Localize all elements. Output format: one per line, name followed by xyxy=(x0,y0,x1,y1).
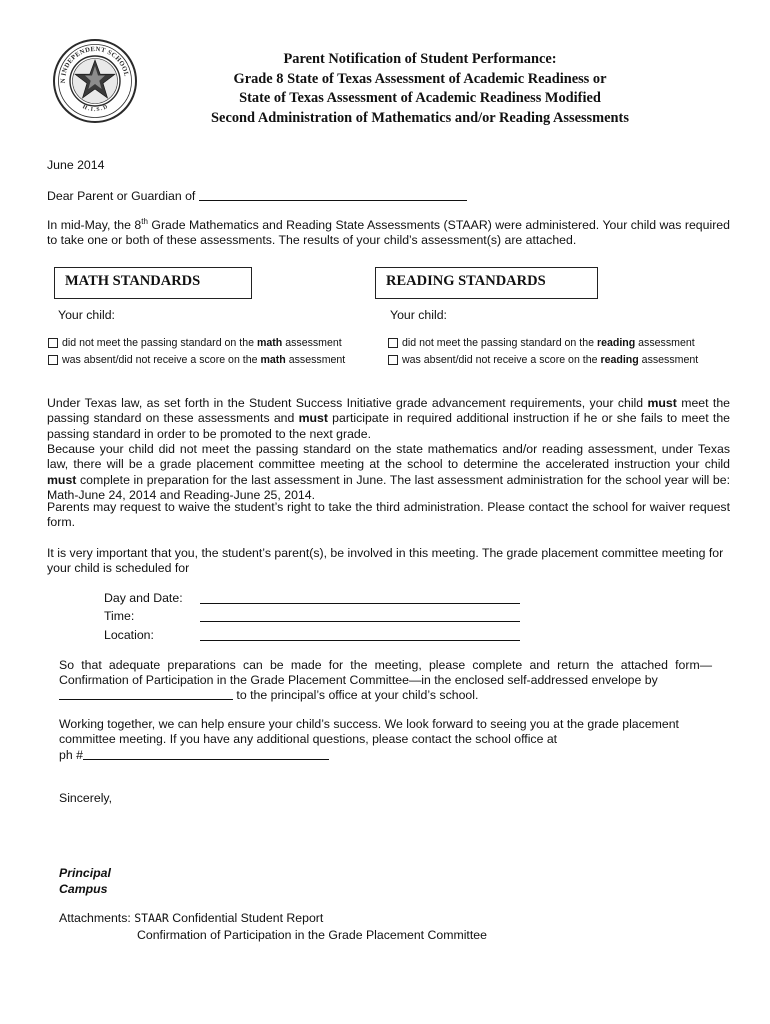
day-date-label: Day and Date: xyxy=(104,591,183,605)
math-not-met-checkbox[interactable] xyxy=(48,338,58,348)
reading-not-met-checkbox[interactable] xyxy=(388,338,398,348)
attachment-staar: STAAR xyxy=(134,911,169,925)
attachments-line xyxy=(59,911,323,926)
because-text-b: complete in preparation for the last assessment in June. The last assessment administration for the school year will be: Math-June 24, 2014 and Reading-June 25, 2014. xyxy=(47,472,730,503)
time-label: Time: xyxy=(104,609,135,623)
title-line-1: Parent Notification of Student Performance: xyxy=(283,51,557,67)
intro-paragraph xyxy=(47,218,730,249)
math-opt1-post: assessment xyxy=(282,337,342,349)
star-seal-icon xyxy=(52,38,138,124)
district-seal xyxy=(52,38,138,124)
reading-absent-checkbox[interactable] xyxy=(388,355,398,365)
salutation xyxy=(47,189,467,204)
svg-text:HOUSTON INDEPENDENT SCHOOL DIS: N INDEPENDENT SCHOOL xyxy=(59,45,130,84)
attachment-item-2: Confirmation of Participation in the Grade Placement Committee xyxy=(137,928,487,942)
signature-campus: Campus xyxy=(59,882,108,896)
math-opt2-post: assessment xyxy=(285,354,346,366)
title-line-4: Second Administration of Mathematics and/or Reading Assessments xyxy=(211,109,629,126)
intro-superscript: th xyxy=(141,216,148,226)
law-paragraph xyxy=(47,396,730,442)
location-label: Location: xyxy=(104,628,154,642)
math-absent-checkbox[interactable] xyxy=(48,355,58,365)
intro-text-b: Grade Mathematics and Reading State Assessments (STAAR) were administered. Your child was required to take one or both of these assessments. The results of your child’s assessment(s) are attached. xyxy=(47,218,730,248)
closing: Sincerely, xyxy=(59,791,113,805)
signature-principal: Principal xyxy=(59,866,111,880)
prep-paragraph xyxy=(59,658,712,689)
reading-your-child: Your child: xyxy=(390,308,447,322)
attachment-item-1: Confidential Student Report xyxy=(168,911,324,925)
law-text-c: participate in required additional instruction if he or she fails to meet the passing standard in order to be promoted to the next grade. xyxy=(47,411,730,441)
waive-paragraph: Parents may request to waive the student’s right to take the third administration. Please contact the school for waiver request form. xyxy=(47,500,730,530)
reading-opt1-post: assessment xyxy=(635,337,695,349)
because-paragraph xyxy=(47,442,730,504)
reading-option-not-met xyxy=(388,335,695,352)
reading-opt2-post: assessment xyxy=(638,354,699,366)
phone-label: ph # xyxy=(59,748,83,762)
letter-date: June 2014 xyxy=(47,158,105,172)
reading-opt1-pre: did not meet the passing standard on the xyxy=(402,337,597,349)
prep-text-b: to the principal’s office at your child’s school. xyxy=(233,688,479,702)
return-date-blank[interactable] xyxy=(59,688,233,700)
math-option-not-met xyxy=(48,335,342,352)
prep-deadline-line xyxy=(59,688,478,703)
because-text-a: Because your child did not meet the passing standard on the state mathematics and/or reading assessment, under Texas law, there will be a grade placement committee meeting at the school to determine the accelerated instruction your child xyxy=(47,442,730,472)
day-date-blank[interactable] xyxy=(200,593,520,604)
math-option-absent xyxy=(48,352,345,369)
law-text-b: meet the passing standard on these assessments and xyxy=(47,396,731,426)
phone-blank[interactable] xyxy=(83,748,329,760)
law-must-1: must xyxy=(647,396,677,410)
intro-text-a: In mid-May, the 8 xyxy=(47,218,142,232)
math-opt2-bold: math xyxy=(260,354,286,366)
location-blank[interactable] xyxy=(200,630,520,641)
law-must-2: must xyxy=(298,411,328,426)
title-line-2: Grade 8 State of Texas Assessment of Academic Readiness or xyxy=(233,70,607,87)
student-name-blank[interactable] xyxy=(199,189,467,201)
reading-opt2-bold: reading xyxy=(600,354,639,366)
reading-standards-heading: READING STANDARDS xyxy=(375,267,598,299)
salutation-text: Dear Parent or Guardian of xyxy=(47,189,196,203)
prep-text-a: So that adequate preparations can be made for the meeting, please complete and return the attached form—Confirmation of Participation in the Grade Placement Committee—in the enclosed self-addressed envelope by xyxy=(59,658,712,688)
reading-opt1-bold: reading xyxy=(596,337,636,349)
because-must: must xyxy=(47,472,77,487)
math-opt1-bold: math xyxy=(256,337,283,349)
phone-line xyxy=(59,748,329,763)
attachments-label: Attachments: xyxy=(59,911,131,925)
reading-option-absent xyxy=(388,352,698,369)
math-standards-heading: MATH STANDARDS xyxy=(54,267,252,299)
reading-opt2-pre: was absent/did not receive a score on the xyxy=(402,354,601,366)
math-opt1-pre: did not meet the passing standard on the xyxy=(62,337,257,349)
svg-text:H . I . S . D: H . I . S . D xyxy=(81,104,109,114)
law-text-a: Under Texas law, as set forth in the Student Success Initiative grade advancement requirements, your child xyxy=(47,396,648,410)
time-blank[interactable] xyxy=(200,611,520,622)
together-paragraph: Working together, we can help ensure your child’s success. We look forward to seeing you at the grade placement committee meeting. If you have any additional questions, please contact the school office at xyxy=(59,717,679,747)
document-title xyxy=(150,50,690,128)
title-line-3: State of Texas Assessment of Academic Readiness Modified xyxy=(239,90,601,106)
math-opt2-pre: was absent/did not receive a score on the xyxy=(62,354,261,366)
important-paragraph: It is very important that you, the student’s parent(s), be involved in this meeting. The grade placement committee meeting for your child is scheduled for xyxy=(47,546,724,576)
signature-block xyxy=(59,865,111,897)
math-your-child: Your child: xyxy=(58,308,115,322)
